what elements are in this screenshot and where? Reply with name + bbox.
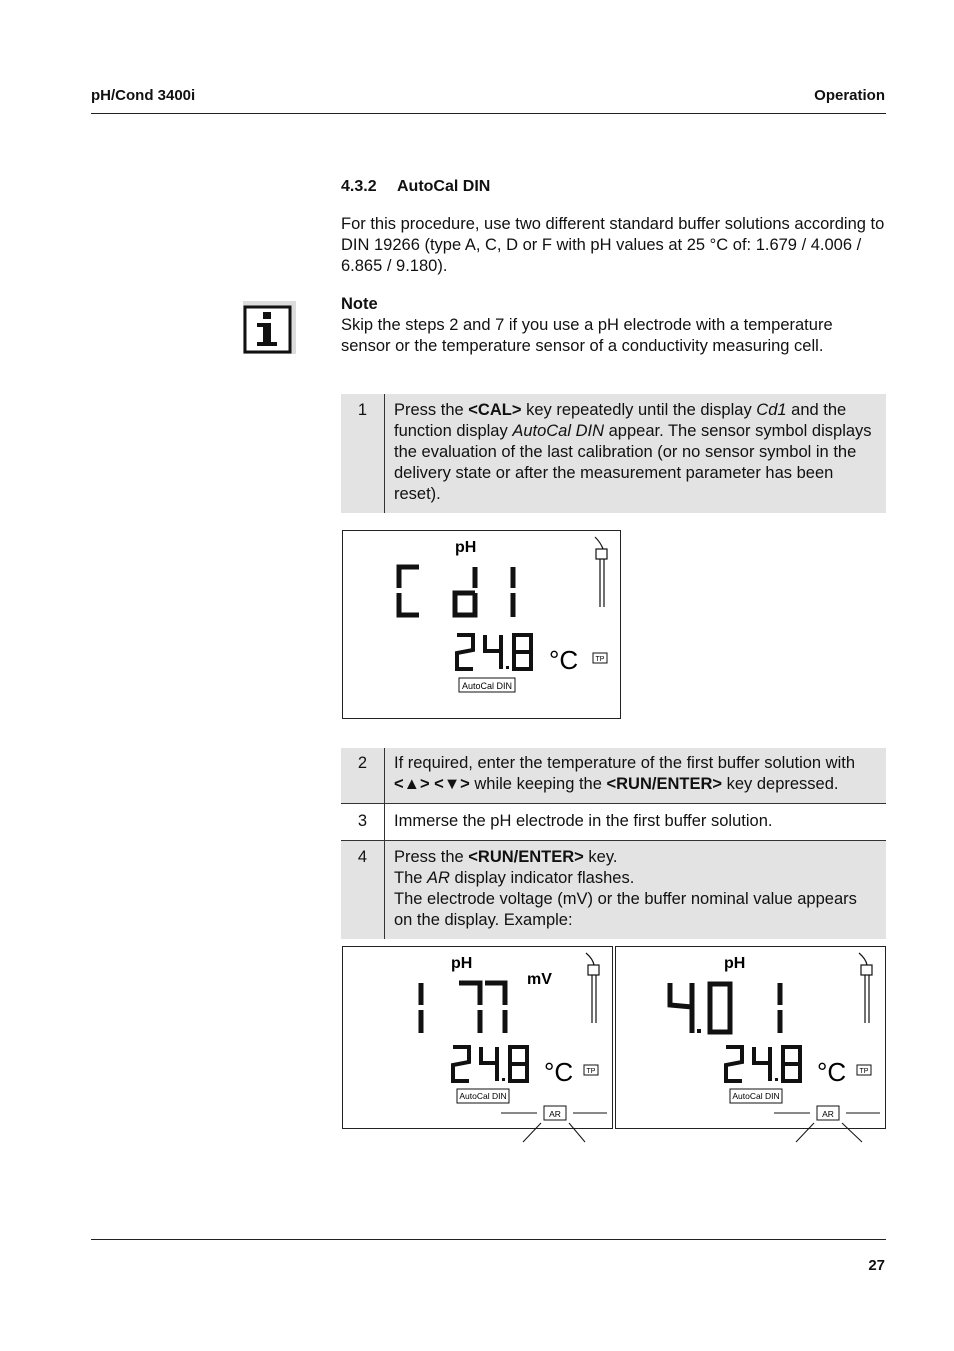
step-row bbox=[341, 394, 886, 513]
sensor-icon bbox=[595, 537, 607, 607]
lcd-ar-indicator: AR bbox=[549, 1109, 561, 1119]
lcd-display-mv bbox=[342, 946, 613, 1129]
page-number: 27 bbox=[868, 1257, 885, 1274]
step-table-2 bbox=[341, 748, 886, 939]
step-text-part: Press the bbox=[394, 848, 469, 866]
step-text-part: If required, enter the temperature of the first buffer solution with bbox=[394, 754, 856, 772]
step-table-1 bbox=[341, 394, 886, 513]
lcd-function-label: AutoCal DIN bbox=[459, 1091, 507, 1101]
step-number: 2 bbox=[341, 748, 385, 804]
intro-paragraph: For this procedure, use two different standard buffer solutions according to DIN 19266 (type A, C, D or F with pH values at 25 °C of: 1.679 / 4.006 / 6.865 / 9.180). bbox=[341, 215, 885, 275]
footer-rule bbox=[91, 1239, 886, 1240]
lcd-function-label: AutoCal DIN bbox=[461, 681, 513, 691]
lcd-temp-digits bbox=[726, 1047, 800, 1081]
step-text-part: key. bbox=[583, 848, 618, 866]
step-text bbox=[385, 841, 887, 940]
note-text: Skip the steps 2 and 7 if you use a pH electrode with a temperature sensor or the temperature sensor of a conductivity measuring cell. bbox=[341, 316, 833, 355]
lcd-display-cd1 bbox=[342, 530, 621, 719]
step-text-part: display indicator flashes. bbox=[449, 869, 635, 887]
lcd-degree-unit: °C bbox=[549, 645, 579, 675]
step-text-part: key depressed. bbox=[722, 775, 839, 793]
sensor-icon bbox=[859, 953, 872, 1023]
lcd-temp-digits bbox=[457, 635, 531, 669]
lcd-unit: pH bbox=[451, 955, 473, 972]
step-row bbox=[341, 841, 886, 940]
key-run-enter: <RUN/ENTER> bbox=[606, 775, 723, 793]
running-header-product: pH/Cond 3400i bbox=[91, 87, 196, 104]
indicator-name: AR bbox=[427, 869, 450, 887]
display-name: Cd1 bbox=[756, 401, 787, 419]
lcd-tp-indicator: TP bbox=[586, 1068, 596, 1075]
section-title: AutoCal DIN bbox=[397, 178, 491, 195]
header-rule bbox=[91, 113, 886, 114]
lcd-degree-unit: °C bbox=[544, 1057, 574, 1087]
step-text-part: while keeping the bbox=[469, 775, 607, 793]
ar-flash-indicator bbox=[774, 1106, 880, 1142]
step-row bbox=[341, 748, 886, 804]
step-row bbox=[341, 804, 886, 841]
lcd-ar-indicator: AR bbox=[822, 1109, 834, 1119]
section-heading bbox=[341, 178, 490, 196]
lcd-display-buffer bbox=[615, 946, 886, 1129]
sensor-icon bbox=[586, 953, 599, 1023]
key-arrows: <▲> <▼> bbox=[394, 775, 470, 793]
lcd-unit: pH bbox=[724, 955, 746, 972]
lcd-main-digits bbox=[670, 983, 780, 1033]
step-text-part: The bbox=[394, 869, 428, 887]
lcd-main-digits bbox=[421, 983, 505, 1033]
step-number: 1 bbox=[341, 394, 385, 513]
running-header-chapter: Operation bbox=[814, 87, 885, 104]
info-icon bbox=[243, 301, 296, 354]
step-text-part: The electrode voltage (mV) or the buffer nominal value appears on the display. Example: bbox=[394, 890, 857, 929]
step-text-part: key repeatedly until the display bbox=[521, 401, 757, 419]
lcd-degree-unit: °C bbox=[817, 1057, 847, 1087]
lcd-tp-indicator: TP bbox=[595, 656, 605, 663]
note-block bbox=[341, 294, 886, 357]
function-name: AutoCal DIN bbox=[512, 422, 605, 440]
step-text-part: appear. The sensor symbol displays the evaluation of the last calibration (or no sensor symbol in the delivery state or after the measurement parameter has been reset). bbox=[394, 422, 872, 503]
lcd-tp-indicator: TP bbox=[859, 1068, 869, 1075]
ar-flash-indicator bbox=[501, 1106, 607, 1142]
step-number: 3 bbox=[341, 804, 385, 841]
lcd-temp-digits bbox=[453, 1047, 527, 1081]
note-title: Note bbox=[341, 295, 378, 313]
step-text-part: Press the bbox=[394, 401, 469, 419]
lcd-mv-unit: mV bbox=[527, 971, 552, 988]
step-text bbox=[385, 748, 887, 804]
step-text-part: and the function display bbox=[394, 401, 847, 440]
step-text: Immerse the pH electrode in the first buffer solution. bbox=[385, 804, 887, 841]
key-run-enter: <RUN/ENTER> bbox=[468, 848, 584, 866]
step-text bbox=[385, 394, 887, 513]
step-number: 4 bbox=[341, 841, 385, 940]
lcd-unit: pH bbox=[455, 539, 477, 556]
lcd-main-digits bbox=[399, 567, 513, 617]
lcd-function-label: AutoCal DIN bbox=[732, 1091, 780, 1101]
key-cal: <CAL> bbox=[468, 401, 522, 419]
section-number: 4.3.2 bbox=[341, 178, 377, 195]
